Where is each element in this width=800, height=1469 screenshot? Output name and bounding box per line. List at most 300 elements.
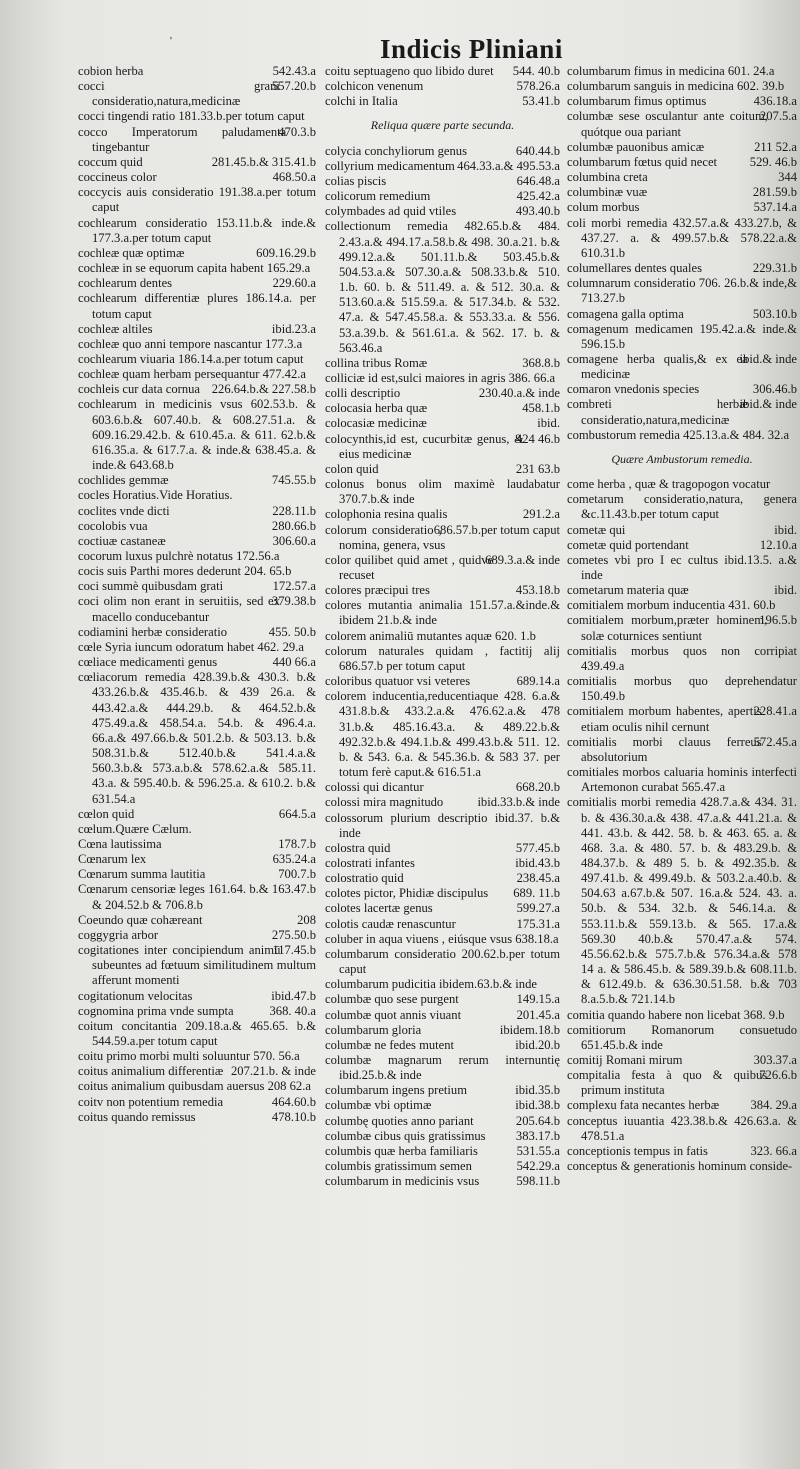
index-entry [567, 1008, 797, 1023]
page-reference: ibid.38.b [515, 1098, 560, 1113]
entry-term: colossi qui dicantur [325, 780, 424, 795]
index-entry [325, 674, 560, 689]
index-entry [325, 159, 560, 174]
entry-term: colotes lacertæ genus [325, 901, 433, 916]
entry-term: conceptus & generationis hominum conside- [567, 1159, 793, 1174]
index-entry [567, 1114, 797, 1144]
index-entry [567, 109, 797, 139]
index-entry [567, 307, 797, 322]
index-entry [325, 1144, 560, 1159]
entry-term: colossorum plurium descriptio ibid.37. b.& inde [325, 810, 560, 840]
index-entry [78, 79, 316, 109]
page-reference: 379.38.b [271, 594, 316, 609]
page-reference: 664.5.a [278, 806, 316, 821]
page-reference: 172.57.a [272, 579, 316, 594]
entry-term: columbæ pauonibus amicæ [567, 139, 705, 154]
index-entry [78, 807, 316, 822]
page-reference: 599.27.a [516, 901, 560, 916]
index-entry [78, 1004, 316, 1019]
index-entry [78, 913, 316, 928]
index-entry [78, 488, 316, 503]
entry-term: cometæ qui [567, 522, 626, 537]
index-entry [325, 583, 560, 598]
entry-term: cœlon quid [78, 806, 135, 821]
entry-term: colon quid [325, 461, 379, 476]
entry-term: cochlearum viuaria 186.14.a.per totum caput [78, 351, 304, 366]
entry-term: comitialis morbus quos non corripiat 439.49.a [567, 643, 797, 673]
page-reference: 464.60.b [271, 1094, 316, 1109]
entry-term: cocorum luxus pulchrè notatus 172.56.a [78, 549, 280, 563]
entry-term: Cœnarum summa lautitia [78, 867, 206, 882]
page-reference: 598.11.b [516, 1174, 560, 1189]
entry-term: coci olim non erant in seruitiis, sed ex macello conducebantur [78, 594, 280, 624]
page-reference: ibid.33.b.& inde [477, 795, 560, 810]
page-reference: 281.59.b [752, 185, 797, 200]
entry-term: colostra quid [325, 840, 391, 855]
index-entry [567, 322, 797, 352]
entry-term: columbæ sese osculantur ante coitum, quótque oua pariant [567, 109, 768, 139]
entry-term: cogitationes inter concipiendum animū subeuntes ad fœtuum similitudinem multum afferunt momenti [78, 943, 316, 988]
entry-term: columbarum fimus in medicina 601. 24.a [567, 64, 775, 78]
index-entry [325, 64, 560, 79]
index-entry [78, 261, 316, 276]
entry-term: coitus animalium differentiæ [78, 1064, 224, 1079]
page-reference: 689. 11.b [513, 886, 560, 901]
index-entry [567, 276, 797, 306]
index-entry [325, 477, 560, 507]
entry-term: colliciæ id est,sulci maiores in agris 386. 66.a [325, 370, 556, 385]
page-reference: 368.8.b [522, 355, 560, 370]
entry-term: color quilibet quid amet , quidve recuset [325, 552, 494, 582]
page-reference: 436.18.a [753, 94, 797, 109]
page-reference: 229.60.a [272, 276, 316, 291]
page-reference: 453.18.b [515, 583, 560, 598]
index-entry [567, 261, 797, 276]
page-reference: 557.20.b [271, 79, 316, 94]
entry-term: coitus quando remissus [78, 1109, 196, 1124]
page-reference: 238.45.a [516, 871, 560, 886]
index-entry [567, 170, 797, 185]
index-entry [325, 629, 560, 644]
page-reference: 537.14.a [753, 200, 797, 215]
index-entry [325, 144, 560, 159]
entry-term: cœlum.Quære Cælum. [78, 821, 192, 836]
entry-term: cocco Imperatorum paludamenta tingebantur [78, 124, 287, 154]
index-entry [567, 613, 797, 643]
index-entry [78, 185, 316, 215]
entry-term: columbæ vbi optimæ [325, 1098, 432, 1113]
index-entry [78, 564, 316, 579]
entry-term: conceptus iuuantia 423.38.b.& 426.63.a. & 478.51.a [567, 1113, 797, 1143]
page-reference: 470.3.b [278, 124, 316, 139]
index-entry [325, 977, 560, 992]
entry-term: coctiuæ castaneæ [78, 533, 166, 548]
cross-reference-note: Quære Ambustorum remedia. [611, 451, 753, 466]
entry-term: comagenum medicamen 195.42.a.& inde.& 596.15.b [567, 321, 797, 351]
entry-term: colores præcipui tres [325, 583, 430, 598]
entry-term: cochleæ altiles [78, 321, 153, 336]
index-entry [78, 397, 316, 473]
entry-term: colorum consideratio , nomina, genera, vsus [325, 522, 446, 552]
entry-term: coloribus quatuor vsi veteres [325, 674, 471, 689]
index-entry [78, 382, 316, 397]
page-reference: 275.50.b [271, 927, 316, 942]
page-reference: 12.10.a [759, 537, 797, 552]
page-reference: 464.33.a.& 495.53.a [457, 158, 560, 173]
page-reference: 205.64.b [515, 1113, 560, 1128]
index-entry [325, 992, 560, 1007]
entry-term: columbis quæ herba familiaris [325, 1143, 478, 1158]
entry-term: columbę quoties anno pariant [325, 1113, 474, 1128]
page-reference: ibid.43.b [515, 855, 560, 870]
entry-term: cœle Syria iuncum odoratum habet 462. 29.a [78, 639, 304, 654]
entry-term: cochleæ quam herbam persequantur 477.42.a [78, 367, 307, 382]
index-entry [78, 1049, 316, 1064]
entry-term: comitialem morbum,præter hominem, solæ coturnices sentiunt [567, 613, 768, 643]
entry-term: columbarum fœtus quid necet [567, 154, 718, 169]
index-entry [325, 371, 560, 386]
entry-term: columbæ quot annis viuant [325, 1007, 462, 1022]
index-entry [78, 64, 316, 79]
entry-term: coitu primo morbi multi soluuntur 570. 56.a [78, 1049, 300, 1064]
index-entry [78, 882, 316, 912]
index-entry [325, 932, 560, 947]
entry-term: colotis caudæ renascuntur [325, 916, 456, 931]
index-entry [567, 397, 797, 427]
entry-term: Coeundo quæ cohæreant [78, 912, 203, 927]
index-entry [325, 598, 560, 628]
index-entry [325, 386, 560, 401]
entry-term: collectionum remedia 482.65.b.& 484. 2.43.a.& 494.17.a.58.b.& 498. 30.a.21. b.& 499.12.a.& 501.11.b.& 503.45.b.& 504.53.a.& 507.30.a.& 508.33.b.& 510. 1.b. 60. b. & 511.49. a. & 512. 30.a. & 513.60.a.& 515.59.a. & 517.34.b. & 532. 47.a. & 547.45.58.a. & 553.33.a. & 556. 53.a.39.b. & 561.61.a. & 562. 17. b. & 563.46.a [325, 219, 560, 355]
index-entry [567, 583, 797, 598]
entry-term: cometæ quid portendant [567, 537, 689, 552]
index-entry [567, 64, 797, 79]
page-reference: 344 [778, 170, 797, 185]
entry-term: columbis gratissimum semen [325, 1159, 472, 1174]
entry-term: combreti herbæ consideratio,natura,medicinæ [567, 397, 748, 427]
page-reference: ibidem.18.b [499, 1022, 560, 1037]
page-reference: 368. 40.a [269, 1003, 316, 1018]
page-reference: 117.45.b [272, 943, 316, 958]
index-entry [78, 549, 316, 564]
index-entry [78, 670, 316, 806]
index-entry [78, 837, 316, 852]
entry-term: cochleæ quo anni tempore nascantur 177.3.a [78, 336, 303, 351]
entry-term: coccum quid [78, 154, 143, 169]
entry-term: collyrium medicamentum [325, 158, 455, 173]
index-entry [325, 1159, 560, 1174]
entry-term: columbarum fimus optimus [567, 94, 707, 109]
page-reference: 689.3.a.& inde [485, 552, 560, 567]
entry-term: colocasiæ medicinæ [325, 416, 427, 431]
entry-term: colchi in Italia [325, 94, 398, 109]
entry-term: coitus animalium quibusdam auersus 208 62.a [78, 1079, 311, 1094]
index-entry [325, 416, 560, 431]
page-reference: 745.55.b [271, 473, 316, 488]
page-reference: 578.26.a [516, 79, 560, 94]
entry-term: comitialis morbi clauus ferreus absolutorium [567, 734, 762, 764]
page-reference: 424 46.b [515, 431, 560, 446]
entry-term: coggygria arbor [78, 927, 159, 942]
entry-term: coitv non potentium remedia [78, 1094, 224, 1109]
index-entry [567, 674, 797, 704]
index-entry [325, 901, 560, 916]
index-entry [567, 644, 797, 674]
entry-term: coccineus color [78, 170, 157, 185]
page-reference: 231 63.b [515, 461, 560, 476]
page-reference: 207.5.a [759, 109, 797, 124]
entry-term: comagene herba qualis,& ex ea medicinæ [567, 351, 748, 382]
entry-term: columbarum pudicitia ibidem.63.b.& inde [325, 977, 537, 992]
page-reference: 531.55.a [516, 1143, 560, 1158]
index-entry [567, 1068, 797, 1098]
index-entry [567, 538, 797, 553]
index-entry [567, 553, 797, 583]
index-entry [325, 462, 560, 477]
index-entry [78, 867, 316, 882]
entry-term: compitalia festa à quo & quibus primum instituta [567, 1068, 768, 1098]
index-entry [567, 216, 797, 261]
index-entry [78, 155, 316, 170]
entry-term: colores mutantia animalia 151.57.a.&inde.& ibidem 21.b.& inde [325, 598, 560, 628]
entry-term: comitiales morbos caluaria hominis interfecti Artemonon curabat 565.47.a [567, 765, 797, 795]
index-entry [567, 523, 797, 538]
index-entry [567, 795, 797, 1007]
page-reference: ibid. [537, 416, 560, 431]
page-reference: 228.11.b [272, 503, 316, 518]
index-entry [325, 856, 560, 871]
entry-term: come herba , quæ & tragopogon vocatur [567, 477, 771, 492]
index-entry [567, 735, 797, 765]
entry-term: cocolobis vua [78, 518, 148, 533]
page-mark: ' [170, 35, 172, 47]
page-reference: 175.31.a [516, 916, 560, 931]
index-entry [325, 356, 560, 371]
entry-term: coccycis auis consideratio 191.38.a.per totum caput [78, 185, 316, 215]
page-reference: ibid.& inde [739, 397, 797, 412]
index-entry [325, 917, 560, 932]
page-reference: 689.14.a [516, 674, 560, 689]
page-reference: 700.7.b [278, 867, 316, 882]
index-entry [78, 109, 316, 124]
entry-term: Cœna lautissima [78, 836, 162, 851]
index-entry [325, 507, 560, 522]
index-entry [78, 822, 316, 837]
entry-term: colostratio quid [325, 871, 404, 886]
page-reference: ibid.23.a [271, 321, 316, 336]
cross-reference-note: Reliqua quære parte secunda. [370, 118, 515, 133]
index-entry [78, 943, 316, 988]
index-entry [567, 185, 797, 200]
index-entry [325, 1023, 560, 1038]
index-entry [78, 170, 316, 185]
index-entry [567, 704, 797, 734]
index-entry [567, 765, 797, 795]
page-reference: 211 52.a [754, 139, 797, 154]
entry-term: colum morbus [567, 200, 640, 215]
index-entry [567, 200, 797, 215]
entry-term: comitialem morbum habentes, apertis etiam oculis nihil cernunt [567, 704, 762, 734]
page-reference: 228.41.a [753, 704, 797, 719]
index-entry [325, 401, 560, 416]
entry-term: cochleæ quæ optimæ [78, 245, 185, 260]
entry-term: cometarum consideratio,natura, genera &c.11.43.b.per totum caput [567, 492, 797, 522]
index-entry [78, 625, 316, 640]
entry-term: cochlearum consideratio 153.11.b.& inde.& 177.3.a.per totum caput [78, 215, 316, 245]
index-entry [78, 276, 316, 291]
index-entry [78, 1064, 316, 1079]
entry-term: colorem inducentia,reducentiaque 428. 6.a.& 431.8.b.& 433.2.a.& 476.62.a.& 478 31.b.& 485.16.43.a. & 489.22.b.& 492.32.b.& 494.1.b.& 499.43.b.& 511. 12. b. & 543. 6.a. & 545.36.b. & 583 37. per totum ferè caput.& 616.51.a [325, 689, 560, 780]
page-reference: 609.16.29.b [256, 245, 316, 260]
index-entry [567, 94, 797, 109]
index-entry [567, 428, 797, 443]
entry-term: columbarum ingens pretium [325, 1083, 467, 1098]
entry-term: cognomina prima vnde sumpta [78, 1003, 234, 1018]
entry-term: columnarum consideratio 706. 26.b.& inde,& 713.27.b [567, 276, 797, 306]
page-reference: 226.64.b.& 227.58.b [211, 382, 316, 397]
index-entry [325, 1129, 560, 1144]
page-reference: 196.5.b [759, 613, 797, 628]
entry-term: columbarum gloria [325, 1022, 422, 1037]
page-reference: ibid.& inde [739, 351, 797, 366]
entry-term: comitialis morbus quo deprehendatur 150.49.b [567, 674, 797, 704]
index-column-1 [78, 64, 316, 1464]
index-entry [567, 382, 797, 397]
entry-term: cochlearum dentes [78, 276, 173, 291]
index-entry [567, 1144, 797, 1159]
entry-term: colocynthis,id est, cucurbitæ genus, & eius medicinæ [325, 431, 524, 461]
entry-term: colonus bonus olim maximè laudabatur 370.7.b.& inde [325, 477, 560, 507]
entry-term: colymbades ad quid vtiles [325, 204, 457, 219]
entry-term: comagena galla optima [567, 306, 684, 321]
index-entry [78, 322, 316, 337]
page-reference: 529. 46.b [749, 154, 797, 169]
entry-term: cochleis cur data cornua [78, 382, 201, 397]
entry-term: cocci grani consideratio,natura,medicinæ [78, 79, 280, 109]
page-reference: ibid. [774, 583, 797, 598]
page-reference: 384. 29.a [750, 1098, 797, 1113]
index-entry [78, 352, 316, 367]
index-entry [78, 337, 316, 352]
entry-term: comitia quando habere non licebat 368. 9.b [567, 1007, 785, 1022]
page-reference: 544. 40.b [512, 64, 560, 78]
entry-term: colossi mira magnitudo [325, 795, 444, 810]
index-entry [325, 523, 560, 553]
page-reference: 478.10.b [271, 1109, 316, 1124]
entry-term: cocci tingendi ratio 181.33.b.per totum caput [78, 109, 305, 124]
page-reference: 303.37.a [753, 1053, 797, 1067]
entry-term: columbarum consideratio 200.62.b.per totum caput [325, 946, 560, 977]
index-entry [567, 1159, 797, 1174]
entry-term: columbæ cibus quis gratissimus [325, 1128, 486, 1143]
entry-term: comitiorum Romanorum consuetudo 651.45.b.& inde [567, 1022, 797, 1052]
page-reference: 207.21.b. & inde [230, 1064, 316, 1079]
entry-term: cœliacorum remedia 428.39.b.& 430.3. b.& 433.26.b.& 435.46.b. & 439 26.a. & 443.42.a.& 444.29.b. & 464.52.b.& 475.49.a.& 458.54.a. 54.b. & 496.4.a. 66.a.& 497.66.b.& 501.2.b. & 503.13. b.& 508.31.b.& 512.40.b.& 541.4.a.& 560.3.b.& 573.a.b.& 578.62.a.& 585.11. 43.a. & 595.40.b. & 596.25.a. & 610.2. b.& 631.54.a [78, 670, 316, 806]
index-entry [567, 1098, 797, 1113]
index-entry [325, 1098, 560, 1113]
page-reference: 178.7.b [278, 836, 316, 851]
index-entry [78, 291, 316, 321]
page-reference: 503.10.b [752, 306, 797, 321]
page-reference: 726.6.b [759, 1068, 797, 1083]
index-entry [325, 871, 560, 886]
entry-term: cogitationum velocitas [78, 988, 193, 1003]
entry-term: columbæ quo sese purgent [325, 992, 459, 1007]
index-entry [325, 689, 560, 780]
index-column-3 [567, 64, 797, 1464]
entry-term: Cœnarum censoriæ leges 161.64. b.& 163.47.b & 204.52.b & 706.8.b [78, 882, 316, 912]
page-reference: 306.60.a [272, 533, 316, 548]
index-entry [567, 598, 797, 613]
index-entry [78, 655, 316, 670]
page-reference: 542.43.a [272, 64, 316, 78]
index-entry [78, 594, 316, 624]
entry-term: combustorum remedia 425.13.a.& 484. 32.a [567, 427, 790, 442]
entry-term: cocles Horatius.Vide Horatius. [78, 488, 233, 503]
page-reference: 458.1.b [522, 401, 560, 416]
entry-term: coclites vnde dicti [78, 503, 170, 518]
index-entry [78, 367, 316, 382]
index-entry [78, 1110, 316, 1125]
entry-term: colorem animaliū mutantes aquæ 620. 1.b [325, 628, 536, 643]
entry-term: colostrati infantes [325, 855, 415, 870]
entry-term: coli morbi remedia 432.57.a.& 433.27.b, & 437.27. a. & 499.57.b.& 578.22.a.& 610.31.b [567, 215, 797, 260]
entry-term: columellares dentes quales [567, 261, 702, 276]
index-entry [325, 811, 560, 841]
index-column-2 [325, 64, 560, 1464]
page-reference: 53.41.b [522, 94, 560, 109]
page-reference: 686.57.b.per totum caput [433, 522, 560, 537]
index-entry [78, 852, 316, 867]
index-entry [325, 94, 560, 109]
index-entry [325, 886, 560, 901]
entry-term: coitum concitantia 209.18.a.& 465.65. b.& 544.59.a.per totum caput [78, 1018, 316, 1048]
index-entry [325, 1174, 560, 1189]
index-entry [78, 473, 316, 488]
index-entry [567, 477, 797, 492]
index-entry [78, 125, 316, 155]
page-reference: ibid. [774, 522, 797, 537]
index-entry [567, 79, 797, 94]
entry-term: comaron vnedonis species [567, 382, 700, 397]
index-entry [325, 79, 560, 94]
index-entry [78, 534, 316, 549]
entry-term: collina tribus Romæ [325, 355, 428, 370]
entry-term: columbinæ vuæ [567, 185, 648, 200]
entry-term: coci summè quibusdam grati [78, 579, 224, 594]
index-entry [325, 644, 560, 674]
page-reference: 230.40.a.& inde [478, 386, 560, 401]
page-reference: 208 [297, 912, 316, 927]
page-reference: 291.2.a [522, 507, 560, 522]
entry-term: cochlearum in medicinis vsus 602.53.b. & 603.6.b.& 607.40.b. & 608.27.51.a. & 609.16.29.42.b. & 610.45.a. & 611. 62.b.& 616.35.a. & 617.7.a. & inde.& 638.45.a. & inde.& 643.68.b [78, 397, 316, 473]
index-entry [567, 492, 797, 522]
index-entry [78, 504, 316, 519]
entry-term: columbina creta [567, 170, 648, 185]
page-reference: 440 66.a [272, 655, 316, 670]
page-reference: 577.45.b [515, 840, 560, 855]
entry-term: colophonia resina qualis [325, 507, 448, 522]
page-reference: 635.24.a [272, 852, 316, 867]
index-entry [325, 553, 560, 583]
index-entry [325, 780, 560, 795]
page-reference: ibid.35.b [515, 1083, 560, 1098]
entry-term: columbæ magnarum rerum internuntię ibid.25.b.& inde [325, 1053, 560, 1083]
page-reference: 323. 66.a [750, 1143, 797, 1158]
entry-term: comitialem morbum inducentia 431. 60.b [567, 598, 776, 613]
page-reference: 229.31.b [752, 261, 797, 276]
index-entry [325, 1053, 560, 1083]
